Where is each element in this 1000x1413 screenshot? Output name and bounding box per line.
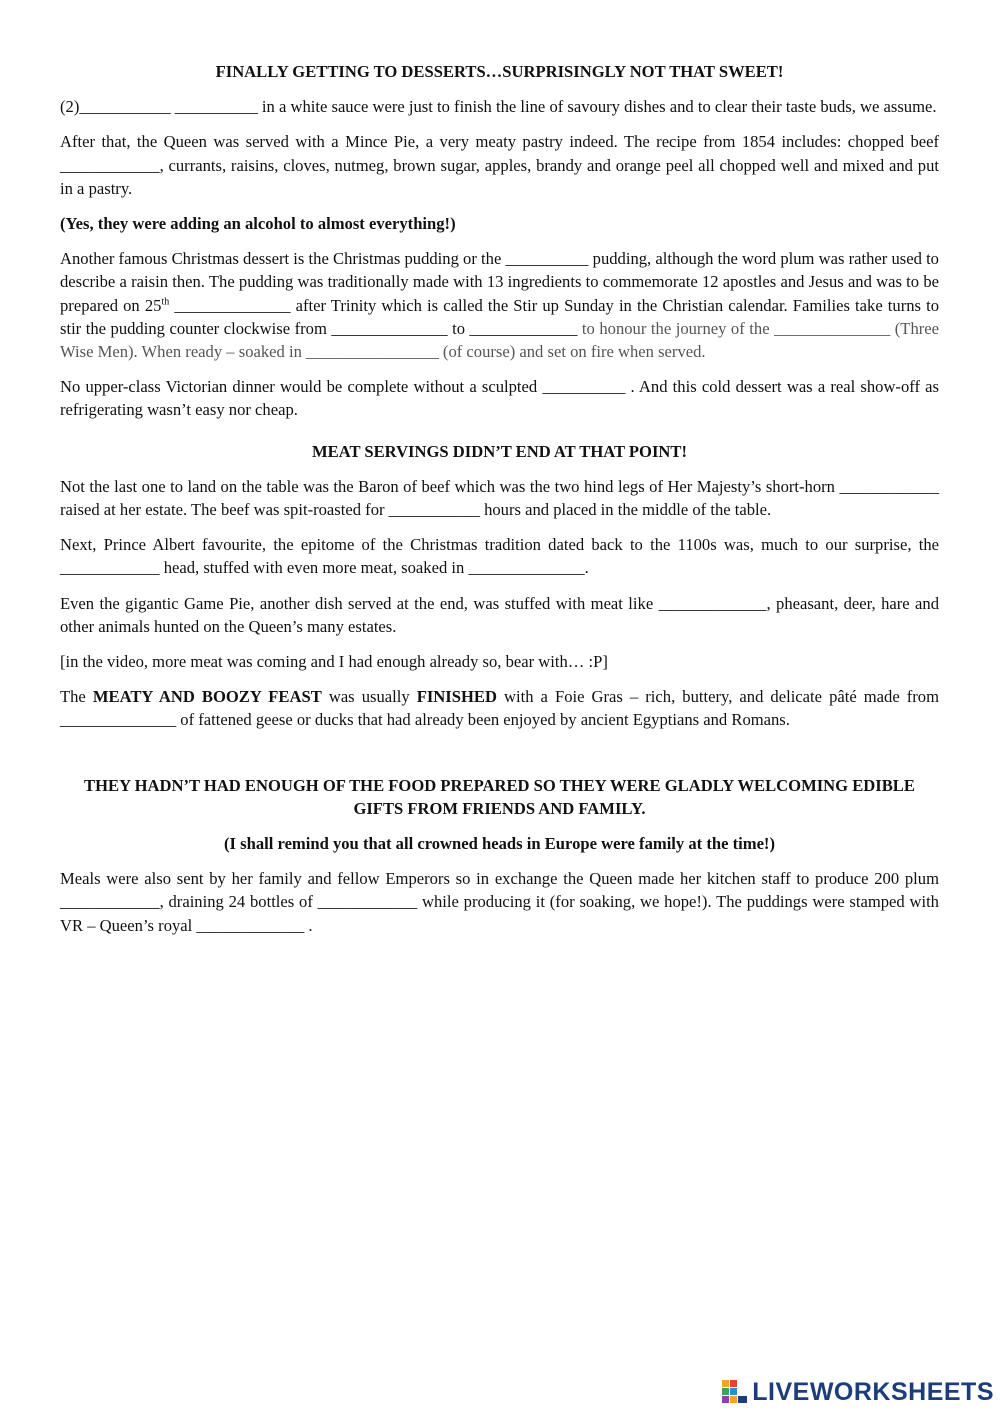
worksheet-page <box>60 60 939 949</box>
heading-meat: MEAT SERVINGS DIDN’T END AT THAT POINT! <box>311 441 687 461</box>
blank-12[interactable]: ___________ <box>388 500 480 520</box>
blank-5[interactable]: ______________ <box>174 295 291 315</box>
paragraph-meals-sent <box>60 867 939 937</box>
blank-18[interactable]: ____________ <box>317 892 418 912</box>
text: raised at her estate. The beef was spit-roasted for <box>60 500 389 520</box>
brand-name: LIVEWORKSHEETS <box>752 1378 994 1406</box>
paragraph-game-pie <box>60 592 939 638</box>
blank-11[interactable]: ____________ <box>839 476 939 496</box>
text: head, stuffed with even more meat, soaked in <box>159 558 469 578</box>
paragraph-foie-gras <box>60 685 939 731</box>
text: after Trinity which is called the Stir up Sunday in the Christian calendar. Families take turns to stir the pudding counter clockwise from <box>60 295 939 338</box>
paragraph-prince-albert <box>60 533 939 579</box>
text: with a Foie Gras – rich, buttery, and delicate pâté made from <box>496 687 940 707</box>
blank-1[interactable]: ___________ <box>79 97 171 117</box>
text: . <box>584 558 589 578</box>
text: , draining 24 bottles of <box>159 892 318 912</box>
paragraph-alcohol-note: (Yes, they were adding an alcohol to almost everything!) <box>60 214 456 234</box>
text: Meals were also sent by her family and fellow Emperors so in exchange the Queen made her kitchen staff to produce 200 plum <box>60 869 939 889</box>
text: while producing it (for soaking, we hope!). The puddings were stamped with VR – Queen’s royal <box>60 892 939 935</box>
paragraph-baron-of-beef <box>60 475 939 521</box>
text: to honour the journey of the <box>577 318 775 338</box>
text: hours and placed in the middle of the table. <box>479 500 772 520</box>
blank-15[interactable]: _____________ <box>658 593 767 613</box>
text: Not the last one to land on the table was the Baron of beef which was the two hind legs of Her Majesty’s short-horn <box>60 476 840 496</box>
bold-text: MEATY AND BOOZY FEAST <box>92 687 322 707</box>
text: , currants, raisins, cloves, nutmeg, brown sugar, apples, brandy and orange peel all chopped well and mixed and put in a pastry. <box>60 155 939 198</box>
superscript: th <box>161 296 170 308</box>
text: (2) <box>60 97 80 117</box>
text: Another famous Christmas dessert is the Christmas pudding or the <box>60 249 506 269</box>
paragraph-christmas-pudding <box>60 247 939 363</box>
paragraph-white-sauce <box>60 95 939 118</box>
subheading-crowned-heads: (I shall remind you that all crowned heads in Europe were family at the time!) <box>224 834 775 854</box>
text: of fattened geese or ducks that had already been enjoyed by ancient Egyptians and Romans. <box>176 710 790 730</box>
text: . <box>304 915 313 935</box>
text: (of course) and set on fire when served. <box>438 342 706 362</box>
text: (Three Wise Men). When ready – soaked in <box>60 318 939 362</box>
blank-2[interactable]: __________ <box>174 97 258 117</box>
blank-14[interactable]: ______________ <box>468 558 585 578</box>
text: pudding, although the word plum was rather used to describe a raisin then. The pudding was traditionally made with 13 ingredients to commemorate 12 apostles and Jesus and was to be prepared on 25 <box>60 249 939 315</box>
liveworksheets-logo-icon <box>722 1380 748 1404</box>
blank-9[interactable]: ________________ <box>306 342 439 362</box>
paragraph-sculpted-dessert <box>60 375 939 421</box>
blank-16[interactable]: ______________ <box>60 710 177 730</box>
blank-4[interactable]: __________ <box>505 249 589 269</box>
blank-6[interactable]: ______________ <box>331 318 448 338</box>
text: . And this cold dessert was a real show-off as refrigerating wasn’t easy nor cheap. <box>60 377 940 420</box>
text: in a white sauce were just to finish the line of savoury dishes and to clear their taste buds, we assume. <box>257 97 937 117</box>
text: No upper-class Victorian dinner would be complete without a sculpted <box>60 377 543 397</box>
blank-13[interactable]: ____________ <box>60 558 160 578</box>
text: The <box>60 687 93 707</box>
heading-desserts: FINALLY GETTING TO DESSERTS…SURPRISINGLY NOT THAT SWEET! <box>215 62 784 81</box>
text: to <box>447 318 470 338</box>
liveworksheets-brand <box>722 1377 994 1407</box>
blank-8[interactable]: ______________ <box>774 318 891 338</box>
text: After that, the Queen was served with a Mince Pie, a very meaty pastry indeed. The recipe from 1854 includes: chopped beef <box>60 132 939 152</box>
paragraph-mince-pie <box>60 130 939 200</box>
text: was usually <box>321 687 417 707</box>
text: , pheasant, deer, hare and other animals hunted on the Queen’s many estates. <box>60 593 939 636</box>
heading-gifts: THEY HADN’T HAD ENOUGH OF THE FOOD PREPARED SO THEY WERE GLADLY WELCOMING EDIBLE GIFTS FROM FRIENDS AND FAMILY. <box>84 775 915 818</box>
text: Next, Prince Albert favourite, the epitome of the Christmas tradition dated back to the 1100s was, much to our surprise, the <box>60 535 939 555</box>
blank-17[interactable]: ____________ <box>60 892 160 912</box>
blank-10[interactable]: __________ <box>542 377 626 397</box>
blank-19[interactable]: _____________ <box>196 915 305 935</box>
bold-text: FINISHED <box>416 687 497 707</box>
text: Even the gigantic Game Pie, another dish served at the end, was stuffed with meat like <box>60 593 659 613</box>
blank-7[interactable]: _____________ <box>469 318 578 338</box>
blank-3[interactable]: ____________ <box>60 155 160 175</box>
paragraph-video-note: [in the video, more meat was coming and I had enough already so, bear with… :P] <box>60 652 608 672</box>
